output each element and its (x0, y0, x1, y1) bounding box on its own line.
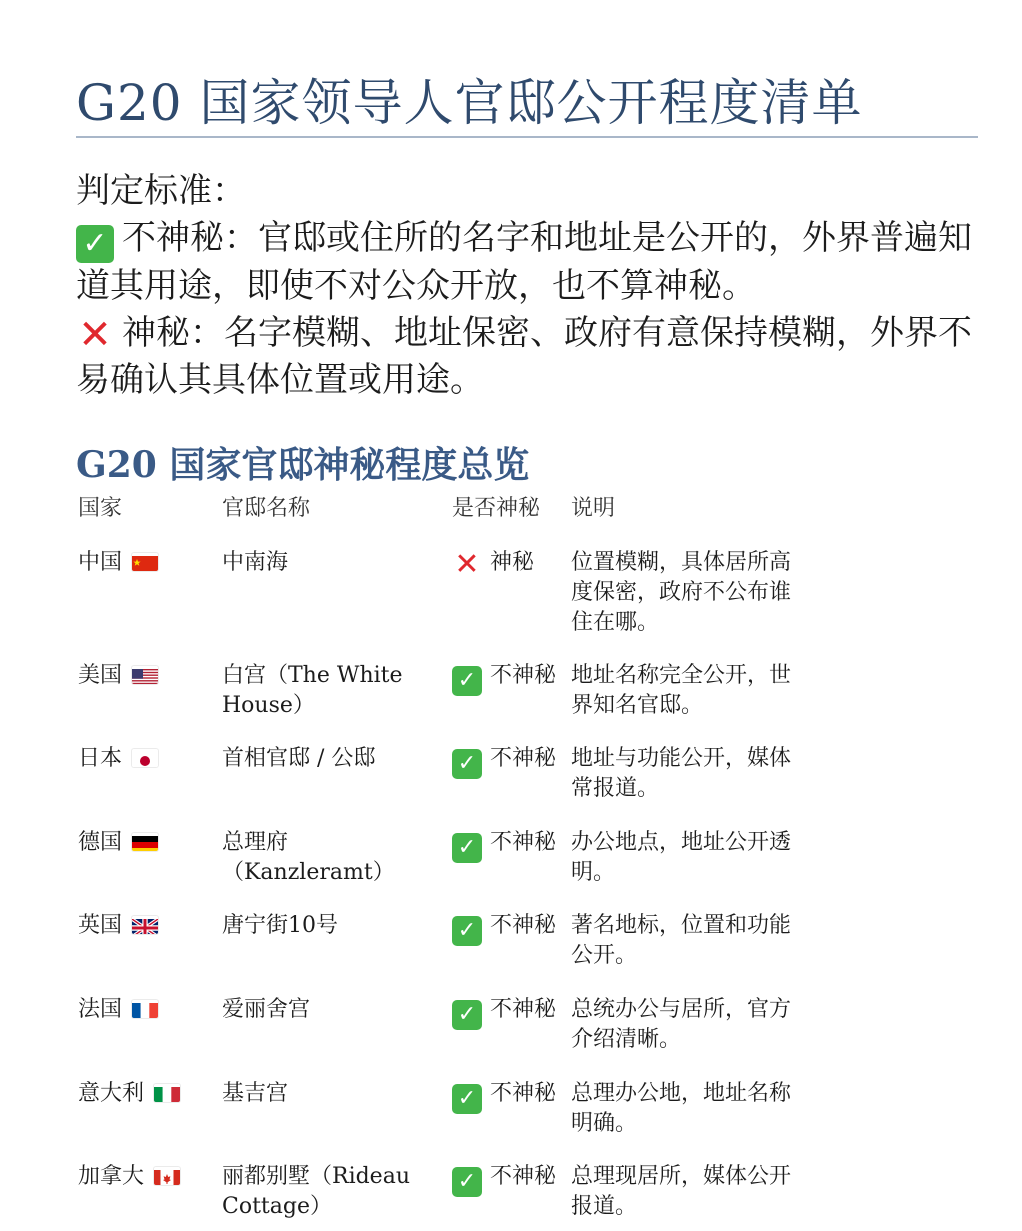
country-name: 意大利 (78, 1081, 145, 1106)
residence-name: 基吉宫 (222, 1081, 289, 1106)
header-mysterious: 是否神秘 (452, 496, 541, 521)
mystery-status (452, 1079, 556, 1114)
status-label: 不神秘 (490, 1081, 557, 1106)
residence-note: 地址与功能公开，媒体常报道。 (571, 746, 792, 801)
header-residence: 官邸名称 (222, 496, 311, 521)
row-country (78, 828, 158, 858)
residence-note: 总理现居所，媒体公开报道。 (571, 1164, 792, 1219)
country-name: 英国 (78, 913, 123, 938)
residence-note: 总理办公地，地址名称明确。 (571, 1081, 792, 1136)
residence-name: 唐宁街10号 (222, 913, 338, 938)
status-label: 不神秘 (490, 997, 557, 1022)
country-name: 加拿大 (78, 1164, 145, 1189)
row-country (78, 548, 158, 578)
cross-mark-icon: ✕ (454, 547, 480, 582)
residence-note: 地址名称完全公开，世界知名官邸。 (571, 663, 792, 718)
row-country (78, 744, 158, 774)
germany-flag-icon (132, 833, 158, 851)
country-name: 中国 (78, 550, 123, 575)
status-label: 不神秘 (490, 1164, 557, 1189)
header-country: 国家 (78, 496, 123, 521)
overview-title: G20 国家官邸神秘程度总览 (76, 444, 530, 486)
row-country (78, 1162, 180, 1192)
row-country (78, 995, 158, 1025)
criteria-section (76, 168, 976, 404)
header-note: 说明 (571, 496, 616, 521)
mystery-status (452, 911, 556, 946)
check-mark-icon: ✓ (452, 666, 482, 696)
italy-flag-icon (154, 1084, 180, 1102)
check-mark-icon: ✓ (452, 749, 482, 779)
mystery-status (452, 661, 556, 696)
residence-name: 中南海 (222, 550, 289, 575)
mystery-status (452, 1162, 556, 1197)
usa-flag-icon (132, 666, 158, 684)
cross-mark-icon: ✕ (78, 312, 112, 358)
check-mark-icon: ✓ (452, 833, 482, 863)
residence-name: 丽都别墅（Rideau Cottage） (222, 1164, 410, 1219)
check-mark-icon: ✓ (452, 1084, 482, 1114)
check-mark-icon: ✓ (452, 1167, 482, 1197)
criteria-mysterious-text: 神秘：名字模糊、地址保密、政府有意保持模糊，外界不易确认其具体位置或用途。 (76, 313, 972, 400)
country-name: 德国 (78, 830, 123, 855)
country-name: 日本 (78, 746, 123, 771)
page-title: G20 国家领导人官邸公开程度清单 (76, 74, 863, 132)
criteria-heading: 判定标准： (76, 171, 246, 211)
japan-flag-icon (132, 749, 158, 767)
criteria-mysterious (76, 310, 976, 404)
criteria-not-mysterious-text: 不神秘：官邸或住所的名字和地址是公开的，外界普遍知道其用途，即使不对公众开放，也不算神秘。 (76, 218, 972, 306)
title-divider (76, 136, 978, 138)
check-mark-icon: ✓ (76, 225, 114, 263)
mystery-status (452, 995, 556, 1030)
china-flag-icon (132, 553, 158, 571)
mystery-status (452, 548, 534, 580)
status-label: 神秘 (490, 550, 535, 575)
residence-name: 首相官邸 / 公邸 (222, 746, 376, 771)
criteria-not-mysterious (76, 215, 976, 310)
residence-name: 爱丽舍宫 (222, 997, 311, 1022)
status-label: 不神秘 (490, 913, 557, 938)
status-label: 不神秘 (490, 746, 557, 771)
check-mark-icon: ✓ (452, 916, 482, 946)
row-country (78, 911, 158, 941)
row-country (78, 661, 158, 691)
residence-note: 总统办公与居所，官方介绍清晰。 (571, 997, 792, 1052)
country-name: 美国 (78, 663, 123, 688)
check-mark-icon: ✓ (452, 1000, 482, 1030)
residence-note: 办公地点，地址公开透明。 (571, 830, 792, 885)
country-name: 法国 (78, 997, 123, 1022)
mystery-status (452, 828, 556, 863)
residence-name: 总理府 （Kanzleramt） (222, 830, 395, 885)
uk-flag-icon (132, 916, 158, 934)
canada-flag-icon (154, 1167, 180, 1185)
residence-note: 著名地标，位置和功能公开。 (571, 913, 792, 968)
residence-note: 位置模糊，具体居所高度保密，政府不公布谁住在哪。 (571, 550, 792, 635)
status-label: 不神秘 (490, 663, 557, 688)
mystery-status (452, 744, 556, 779)
france-flag-icon (132, 1000, 158, 1018)
row-country (78, 1079, 180, 1109)
status-label: 不神秘 (490, 830, 557, 855)
residence-name: 白宫（The White House） (222, 663, 403, 718)
